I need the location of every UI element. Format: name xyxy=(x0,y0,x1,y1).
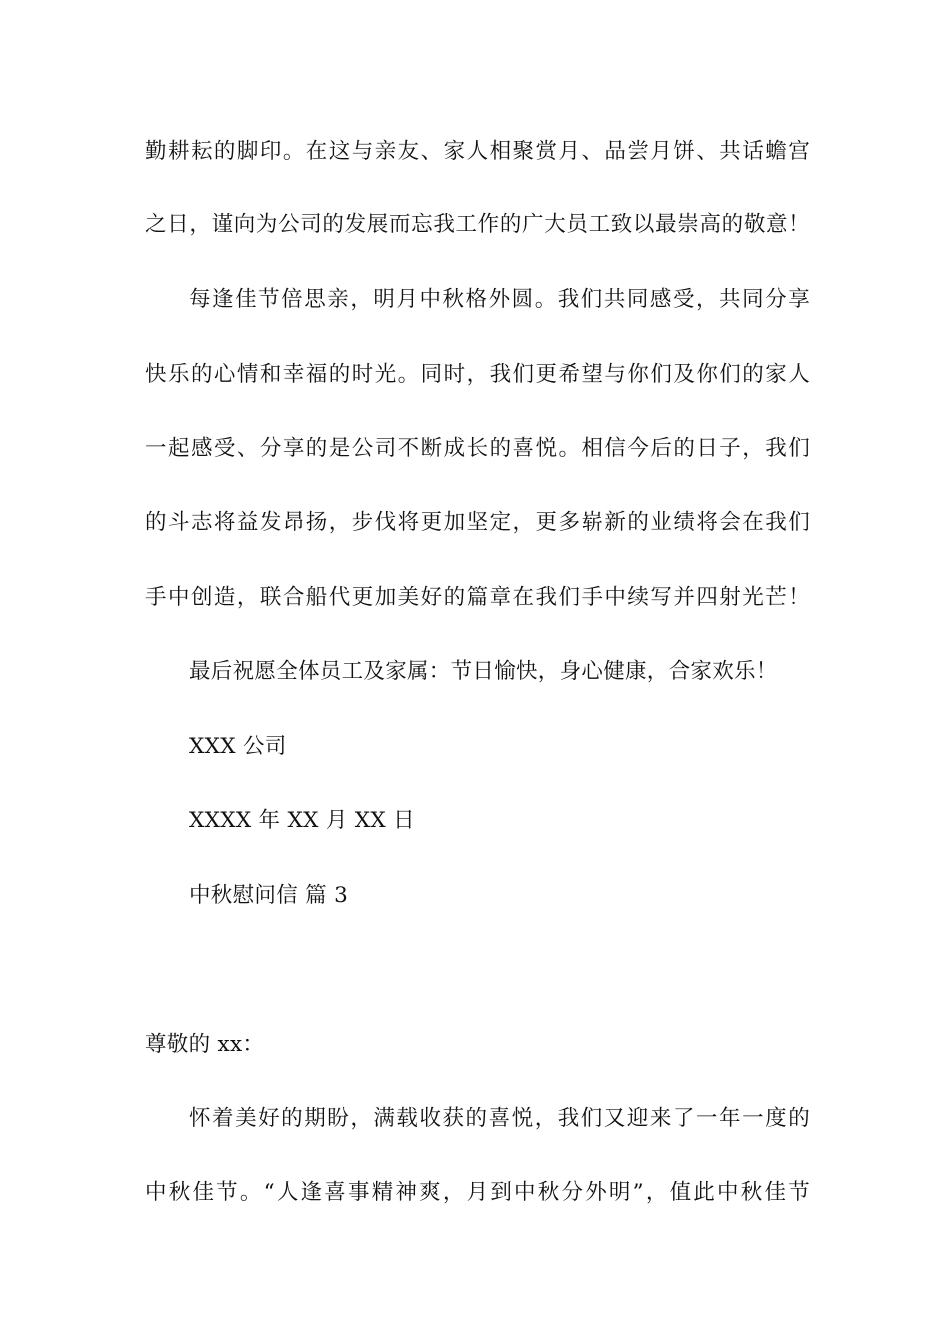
paragraph-line-5: 一起感受、分享的是公司不断成长的喜悦。相信今后的日子，我们 xyxy=(145,436,810,461)
section-title: 中秋慰问信 篇 3 xyxy=(189,883,349,908)
paragraph-line-3: 每逢佳节倍思亲，明月中秋格外圆。我们共同感受，共同分享 xyxy=(189,287,810,312)
signature-date: XXXX 年 XX 月 XX 日 xyxy=(189,808,415,833)
paragraph-line-9: 中秋佳节。“人逢喜事精神爽，月到中秋分外明”，值此中秋佳节 xyxy=(145,1180,810,1205)
paragraph-line-1: 勤耕耘的脚印。在这与亲友、家人相聚赏月、品尝月饼、共话蟾宫 xyxy=(145,139,810,164)
company-signature: XXX 公司 xyxy=(189,734,287,759)
paragraph-line-2: 之日，谨向为公司的发展而忘我工作的广大员工致以最崇高的敬意！ xyxy=(145,212,810,237)
closing-wish: 最后祝愿全体员工及家属：节日愉快，身心健康，合家欢乐！ xyxy=(189,659,778,684)
paragraph-line-8: 怀着美好的期盼，满载收获的喜悦，我们又迎来了一年一度的 xyxy=(189,1106,810,1131)
paragraph-line-7: 手中创造，联合船代更加美好的篇章在我们手中续写并四射光芒！ xyxy=(145,585,810,610)
salutation: 尊敬的 xx： xyxy=(145,1032,265,1057)
paragraph-line-4: 快乐的心情和幸福的时光。同时，我们更希望与你们及你们的家人 xyxy=(145,362,810,387)
paragraph-line-6: 的斗志将益发昂扬，步伐将更加坚定，更多崭新的业绩将会在我们 xyxy=(145,510,810,535)
